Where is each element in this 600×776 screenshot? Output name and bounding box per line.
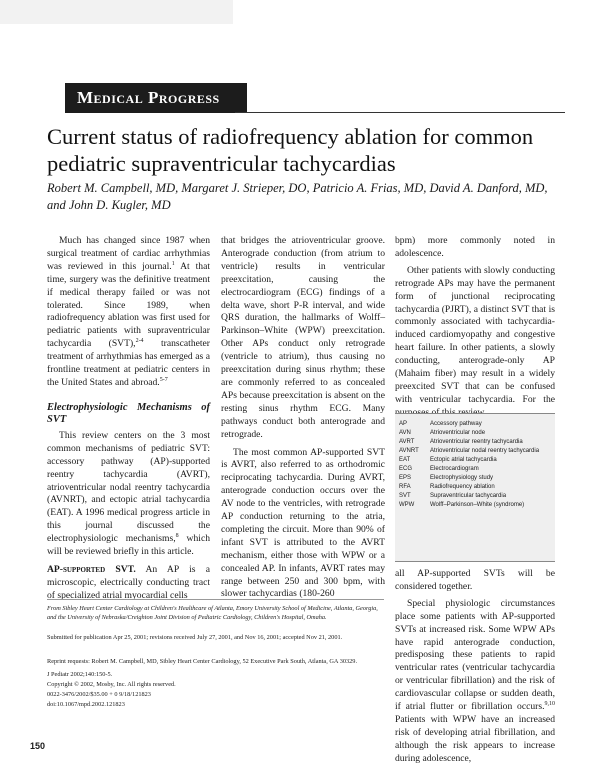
pjrt-paragraph: Other patients with slowly conducting retrograde APs may have the permanent form of junctional reciprocating tachycardia (PJRT), a distinct SVT that is commonly associated with tachycardia-induced cardiomyopathy and congestive heart failure. In other patients, a slowly conducting, anterograde-only AP (Mahaim fiber) may result in a widely preexcited SVT that can be confused with ventricular tachycardia. For the <box>395 264 555 405</box>
abbreviation-row <box>399 501 551 510</box>
review-paragraph: This review centers on the 3 most common mechanisms of pediatric SVT: accessory pathway (AP)-supported reentry tachycardia (AVRT), atrioventricular nodal reentry tachycardia (AVNRT), and ectopic atrial tachycardia (EAT). A 1996 medical progress article in this journal discussed the electrophysiologic mechanisms,$^8$ which will be reviewed briefly in this article. <box>47 429 210 558</box>
abbreviation-term: AVNRT <box>399 448 419 454</box>
column-2 <box>221 235 385 601</box>
abbreviation-meaning: Electrophysiology study <box>430 475 494 481</box>
abbreviation-meaning: Ectopic atrial tachycardia <box>430 457 497 463</box>
abbreviation-row <box>399 447 551 456</box>
abbreviation-term: AVN <box>399 430 411 436</box>
section-heading: Electrophysiologic Mechanisms of SVT <box>47 401 210 425</box>
abbreviation-row <box>399 492 551 501</box>
pathway-paragraph: that bridges the atrioventricular groove. Anterograde conduction (from atrium to ventricle) results in ventricular preexcitation, causing the electrocardiogram (ECG) findings of a delta wave, short P-R interval, and wide QRS duration, the hallmarks of Wolff–Parkinson–White (WPW) preexcitation. Other APs conduct only retrograde (ventricle to atrium), thus causing no preexcitation during sinus rhythm; these are commonly referred to as concealed APs because preexcitation is absent on the resting sinus rhythm ECG. Many pathways conduct both anterograde and retrograde. <box>221 235 385 440</box>
abbreviation-meaning: Supraventricular tachycardia <box>430 493 507 499</box>
considered-paragraph: all AP-supported SVTs will be considered together. <box>395 568 555 592</box>
abbreviation-row <box>399 465 551 474</box>
submission-note: Submitted for publication Apr 25, 2001; revisions received July 27, 2001, and Nov 16, 2001; accepted Nov 21, 2001. <box>47 634 343 641</box>
citation-note: J Pediatr 2002;140:150-5. <box>47 671 113 678</box>
risk-paragraph: Special physiologic circumstances place some patients with AP-supported SVTs at increased risk. Some WPW APs have rapid anterograde conduction, predisposing these patients to rapid ventricular rates (ventricular tachycardia or ventricular fibrillation) and the risk of cardiovascular collapse or sudden death, if atrial flutter or fibrillation occurs.$^{9,10}$ Patients with WPW have an increased risk of developing atrial fibrillation, and although the risk appears to increase during adolescence, <box>395 597 555 764</box>
abbreviation-meaning: Atrioventricular node <box>430 430 486 436</box>
abbreviation-term: AVRT <box>399 439 415 445</box>
run-in-heading: AP-supported SVT. <box>47 563 136 575</box>
column-3 <box>395 235 555 420</box>
ref-marker: 1 <box>171 260 175 267</box>
abbreviation-row <box>399 483 551 492</box>
abbreviation-meaning: Radiofrequency ablation <box>430 484 495 490</box>
doi-note: doi:10.1067/mpd.2002.121823 <box>47 701 125 708</box>
abbreviation-meaning: Wolff–Parkinson–White (syndrome) <box>430 502 525 508</box>
avrt-paragraph: The most common AP-supported SVT is AVRT, also referred to as orthodromic reciprocating tachycardia. During AVRT, anterograde conduction occurs over the AV node to the ventricles, with retrograde AP conduction returning to the atria, completing the circuit. More than 90% of infant SVT is attributed to the AVRT mechanism, either those with WPW or a concealed AP. In infants, AVRT rates may range between 250 and 300 bpm, with slower tachycardias (180-260 <box>221 446 385 600</box>
article-title: Current status of radiofrequency ablation for common pediatric supraventricular tachycardias <box>47 124 534 176</box>
copyright-note: Copyright © 2002, Mosby, Inc. All rights reserved. <box>47 681 176 688</box>
abbreviation-term: ECG <box>399 466 413 472</box>
section-banner: Medical Progress <box>65 83 247 113</box>
ref-marker: 8 <box>175 532 179 539</box>
abbreviation-meaning: Atrioventricular reentry tachycardia <box>430 439 523 445</box>
abbreviation-term: RFA <box>399 484 411 490</box>
intro-paragraph: Much has changed since 1987 when surgical treatment of cardiac arrhythmias was reviewed in this journal.$^1$ At that time, surgery was the definitive treatment if medical therapy failed or was not tolerated. Since 1989, when radiofrequency ablation was first used for pediatric patients with supraventricular tachycardia (SVT),$^{2-4}$ transcatheter treatment of arrhythmias has emerged as a frontline treatment at pediatric centers in the United States and abroad.$^{5-7}$ <box>47 235 210 388</box>
reprint-note: Reprint requests: Robert M. Campbell, MD, Sibley Heart Center Cardiology, 52 Executive Park South, Atlanta, GA 30329. <box>47 658 358 665</box>
ref-marker: 5-7 <box>159 376 168 383</box>
abbreviation-meaning: Atrioventricular nodal reentry tachycardia <box>430 448 540 454</box>
abbreviation-term: EPS <box>399 475 412 481</box>
banner-rule <box>235 112 565 113</box>
abbreviation-term: AP <box>399 421 408 427</box>
abbreviation-meaning: Electrocardiogram <box>430 466 479 472</box>
abbreviation-row <box>399 429 551 438</box>
issn-note: 0022-3476/2002/$35.00 + 0 9/18/121823 <box>47 691 151 698</box>
corner-shade <box>0 0 233 24</box>
ap-paragraph: AP-supported SVT. An AP is a microscopic, electrically conducting tract of specialized atrial myocardial cells <box>47 563 210 601</box>
ref-marker: 2-4 <box>135 338 144 345</box>
footnote-rule <box>47 599 384 600</box>
author-list: Robert M. Campbell, MD, Margaret J. Strieper, DO, Patricio A. Frias, MD, David A. Danford, MD, and John D. Kugler, MD <box>47 181 548 212</box>
abbreviation-term: SVT <box>399 493 411 499</box>
abbreviations-table <box>399 420 551 510</box>
ref-marker: 9,10 <box>544 700 555 707</box>
abbreviation-term: EAT <box>399 457 411 463</box>
abbreviations-box <box>395 413 555 562</box>
abbreviation-meaning: Accessory pathway <box>430 421 482 427</box>
column-3-continued <box>395 568 555 766</box>
page-number: 150 <box>30 741 46 751</box>
abbreviation-row <box>399 420 551 429</box>
abbreviation-term: WPW <box>399 502 415 508</box>
abbreviation-row <box>399 438 551 447</box>
column-1 <box>47 235 210 603</box>
affiliation-note: From Sibley Heart Center Cardiology at Children's Healthcare of Atlanta, Emory University School of Medicine, Atlanta, Georgia, and the University of Nebraska/Creighton Joint Division of Pediatric Cardiology, Children's Hospital, Omaha. <box>47 605 378 621</box>
abbreviation-row <box>399 456 551 465</box>
rate-paragraph: bpm) more commonly noted in adolescence. <box>395 235 555 259</box>
abbreviation-row <box>399 474 551 483</box>
